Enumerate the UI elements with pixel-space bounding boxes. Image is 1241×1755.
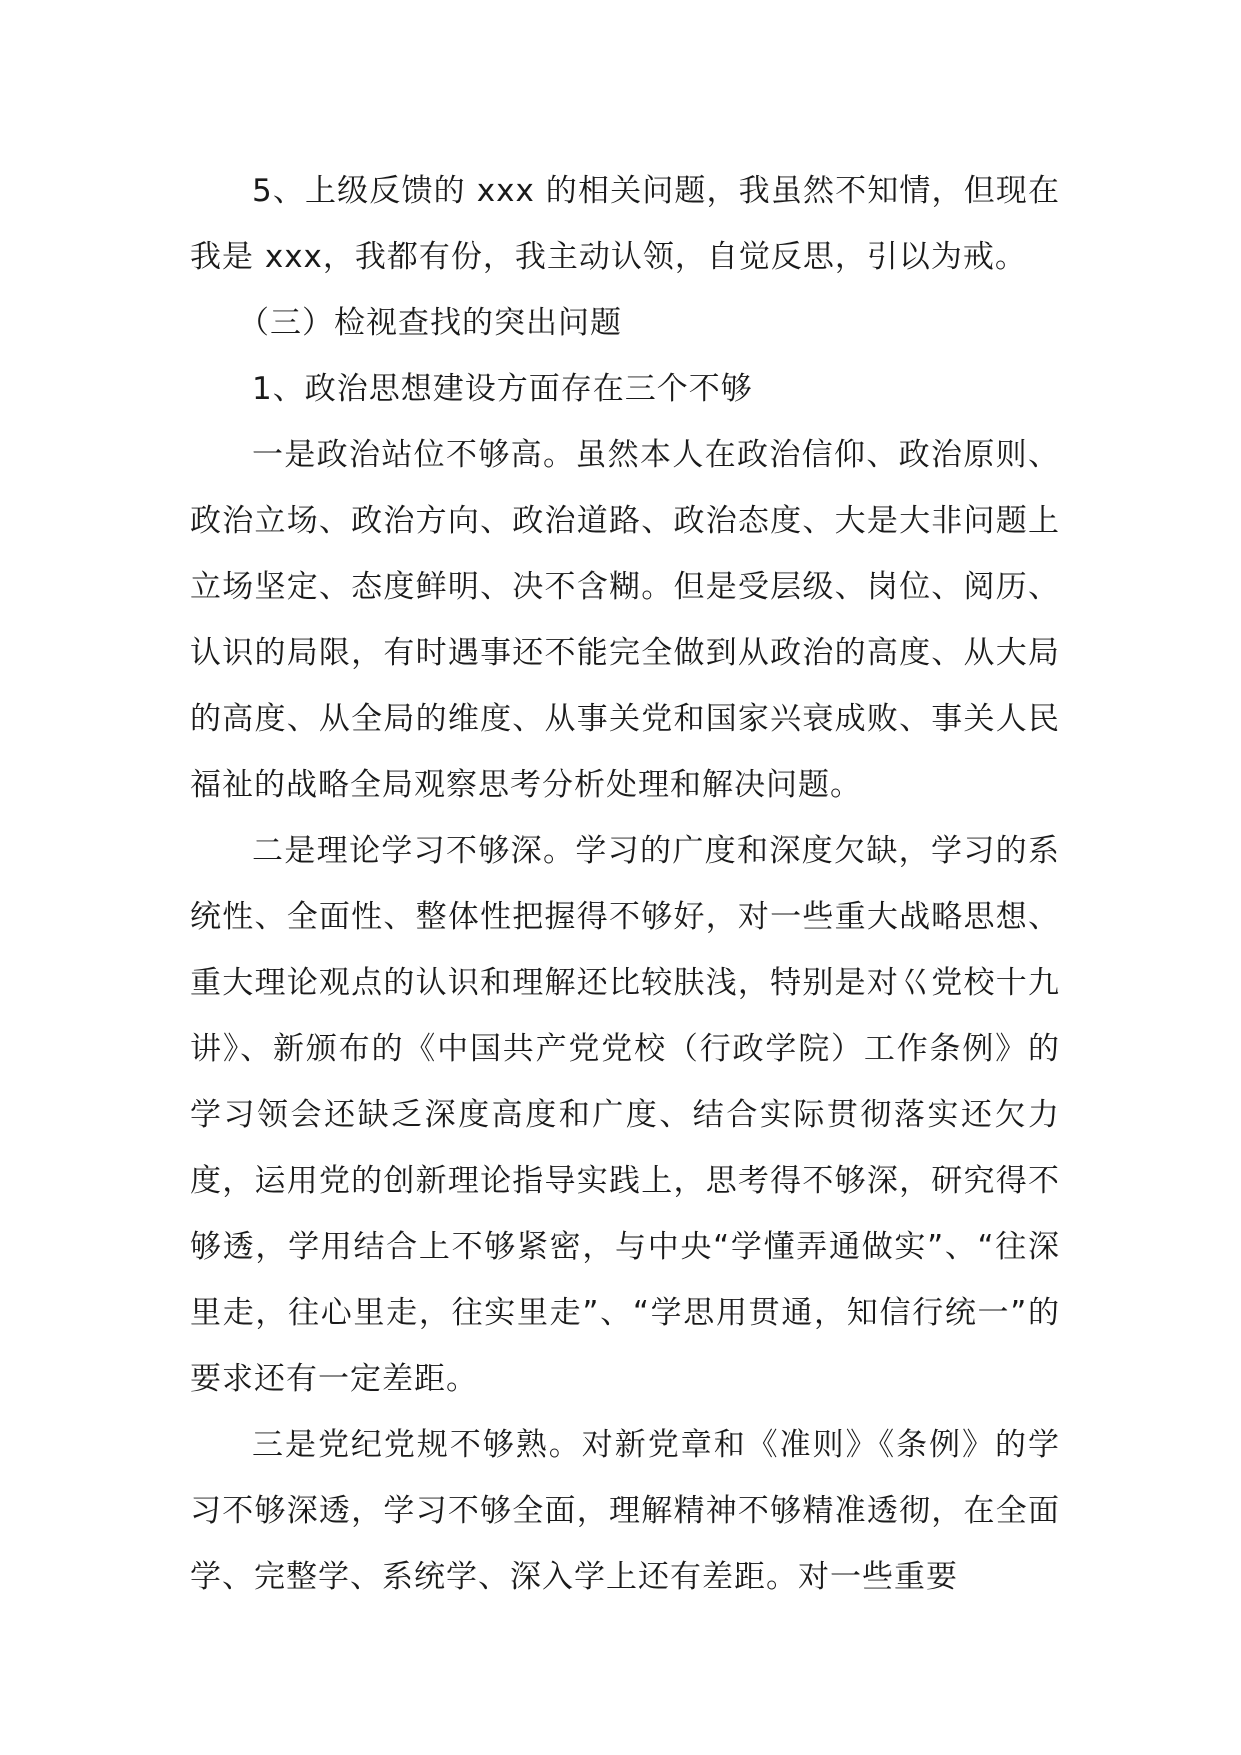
section-heading: （三）检视查找的突出问题 [238,305,623,341]
subsection-heading: 1、政治思想建设方面存在三个不够 [252,371,753,407]
paragraph-item-5: 5、上级反馈的 xxx 的相关问题，我虽然不知情，但现在我是 xxx，我都有份，我主动认领，自觉反思，引以为戒。 [190,173,1060,275]
document-body [190,158,1060,1610]
paragraph-theory-study: 二是理论学习不够深。学习的广度和深度欠缺，学习的系统性、全面性、整体性把握得不够好，对一些重大战略思想、重大理论观点的认识和理解还比较肤浅，特别是对巜党校十九讲》、新颁布的《中国共产党党校（行政学院）工作条例》的学习领会还缺乏深度高度和广度、结合实际贯彻落实还欠力度，运用党的创新理论指导实践上，思考得不够深，研究得不够透，学用结合上不够紧密，与中央“学懂弄通做实”、“往深里走，往心里走，往实里走”、“学思用贯通，知信行统一”的要求还有一定差距。 [190,833,1060,1397]
paragraph-political-stance: 一是政治站位不够高。虽然本人在政治信仰、政治原则、政治立场、政治方向、政治道路、政治态度、大是大非问题上立场坚定、态度鲜明、决不含糊。但是受层级、岗位、阅历、认识的局限，有时遇事还不能完全做到从政治的高度、从大局的高度、从全局的维度、从事关党和国家兴衰成败、事关人民福祉的战略全局观察思考分析处理和解决问题。 [190,437,1060,803]
paragraph-party-discipline: 三是党纪党规不够熟。对新党章和《准则》《条例》的学习不够深透，学习不够全面，理解精神不够精准透彻，在全面学、完整学、系统学、深入学上还有差距。对一些重要 [190,1427,1060,1595]
